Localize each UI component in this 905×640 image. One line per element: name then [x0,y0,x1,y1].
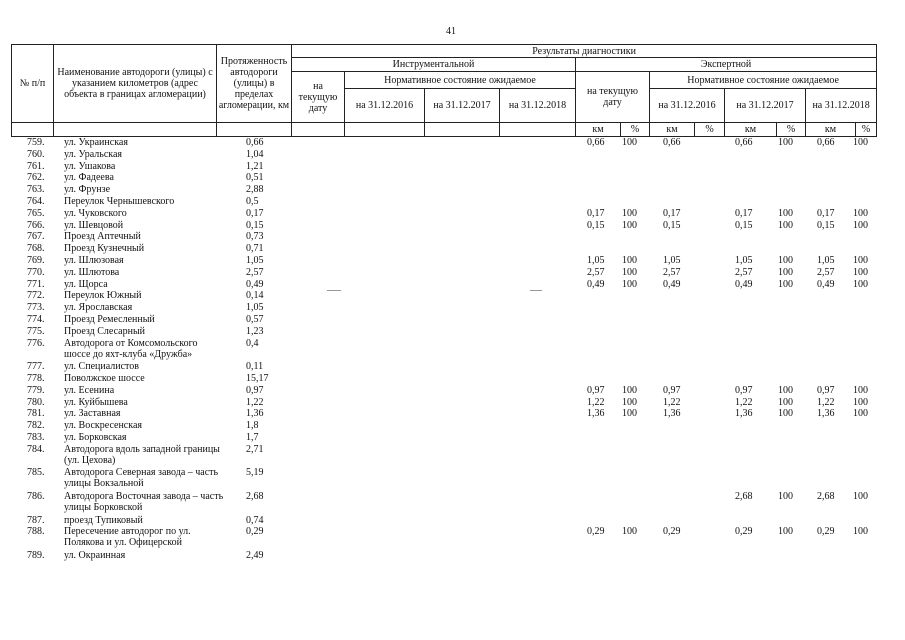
road-length: 0,4 [246,337,259,349]
road-length: 15,17 [246,373,269,384]
expert-value: 0,49 [663,278,681,290]
expert-value: 0,97 [735,384,753,396]
road-length: 1,05 [246,302,264,314]
road-name: ул. Шевцовой [64,219,124,231]
road-name: ул. Чуковского [64,207,127,219]
expert-value: 0,29 [587,526,605,538]
row-number: 789. [27,550,45,561]
header-instr-2017: на 31.12.2017 [425,89,500,123]
road-length: 0,71 [246,243,264,255]
expert-value: 2,68 [817,491,835,502]
row-number: 761. [27,160,45,172]
road-length: 0,11 [246,361,264,373]
road-length: 0,57 [246,314,264,325]
row-number: 778. [27,373,45,384]
expert-value: 100 [853,255,868,266]
expert-value: 100 [778,526,793,538]
header-name: Наименование автодороги (улицы) с указанием километров (адрес объекта в границах агломерации) [54,45,217,123]
expert-value: 100 [622,266,637,278]
road-name: ул. Воскресенская [64,420,142,432]
expert-value: 100 [778,207,793,219]
row-number: 773. [27,302,45,314]
expert-value: 100 [853,207,868,219]
header-results: Результаты диагностики [292,45,877,58]
row-number: 766. [27,219,45,231]
row-number: 759. [27,137,45,148]
row-number: 777. [27,361,45,373]
row-number: 781. [27,408,45,420]
row-number: 772. [27,290,45,302]
road-length: 2,49 [246,550,264,561]
expert-value: 0,29 [735,526,753,538]
expert-value: 100 [778,219,793,231]
road-length: 0,97 [246,384,264,396]
row-number: 765. [27,207,45,219]
row-number: 783. [27,432,45,443]
expert-value: 1,22 [817,396,835,408]
road-length: 0,73 [246,231,264,243]
scan-artifact [327,290,341,291]
expert-value: 100 [622,219,637,231]
expert-value: 100 [622,396,637,408]
road-length: 1,36 [246,408,264,420]
road-name: Проезд Аптечный [64,231,141,243]
road-name: ул. Украинская [64,137,128,148]
expert-value: 100 [853,219,868,231]
road-length: 0,15 [246,219,264,231]
road-name: ул. Куйбышева [64,396,128,408]
expert-value: 100 [853,278,868,290]
expert-value: 0,66 [735,137,753,148]
road-length: 1,23 [246,325,264,337]
expert-value: 100 [778,137,793,148]
expert-value: 0,49 [817,278,835,290]
expert-value: 1,22 [587,396,605,408]
expert-value: 0,29 [663,526,681,538]
expert-value: 100 [778,384,793,396]
expert-value: 0,17 [587,207,605,219]
expert-value: 1,05 [663,255,681,266]
scan-artifact [530,290,542,291]
road-length: 0,17 [246,207,264,219]
unit-pct: % [695,123,725,137]
expert-value: 2,57 [735,266,753,278]
row-number: 788. [27,526,45,538]
header-instr-2018: на 31.12.2018 [500,89,576,123]
expert-value: 100 [778,266,793,278]
expert-value: 2,57 [587,266,605,278]
road-name: ул. Ушакова [64,160,116,172]
unit-km: км [725,123,777,137]
row-number: 776. [27,337,45,349]
road-name: Пересечение автодорог по ул. Полякова и ул. Офицерской [64,526,191,549]
expert-value: 1,36 [817,408,835,420]
expert-value: 100 [622,278,637,290]
road-name: ул. Шлютова [64,266,120,278]
row-number: 779. [27,384,45,396]
expert-value: 0,15 [735,219,753,231]
row-number: 771. [27,278,45,290]
expert-value: 0,66 [663,137,681,148]
header-expert-2017: на 31.12.2017 [725,89,806,123]
road-length: 0,66 [246,137,264,148]
row-number: 762. [27,172,45,184]
road-length: 0,14 [246,290,264,302]
expert-value: 0,97 [587,384,605,396]
header-instr-current: на текущую дату [292,72,345,123]
expert-value: 100 [622,526,637,538]
road-name: ул. Есенина [64,384,115,396]
expert-value: 100 [622,255,637,266]
expert-value: 1,36 [735,408,753,420]
table-header [11,44,877,137]
unit-pct: % [777,123,806,137]
road-name: ул. Заставная [64,408,121,420]
road-name: Проезд Слесарный [64,325,146,337]
expert-value: 100 [778,396,793,408]
expert-value: 100 [853,408,868,420]
road-length: 1,05 [246,255,264,266]
expert-value: 100 [622,384,637,396]
expert-value: 1,05 [735,255,753,266]
unit-pct: % [856,123,877,137]
road-name: Проезд Ремесленный [64,314,155,325]
road-length: 2,88 [246,184,264,196]
row-number: 787. [27,514,45,526]
row-number: 768. [27,243,45,255]
expert-value: 2,68 [735,491,753,502]
road-name: ул. Щорса [64,278,108,290]
expert-value: 2,57 [817,266,835,278]
unit-pct: % [621,123,650,137]
road-length: 0,29 [246,526,264,538]
row-number: 784. [27,443,45,455]
expert-value: 100 [622,207,637,219]
expert-value: 100 [853,491,868,502]
expert-value: 0,17 [817,207,835,219]
road-name: Автодорога вдоль западной границы (ул. Цехова) [64,443,220,466]
road-length: 1,7 [246,432,259,443]
road-name: Автодорога от Комсомольского шоссе до яхт-клуба «Дружба» [64,337,198,360]
road-name: Проезд Кузнечный [64,243,145,255]
expert-value: 0,49 [735,278,753,290]
road-length: 0,74 [246,514,264,526]
row-number: 770. [27,266,45,278]
road-name: ул. Ярославская [64,302,133,314]
row-number: 764. [27,196,45,207]
road-length: 0,49 [246,278,264,290]
expert-value: 2,57 [663,266,681,278]
header-length: Протяженность автодороги (улицы) в пределах агломерации, км [217,45,292,123]
road-name: ул. Уральская [64,148,123,160]
table-body [11,137,876,597]
road-name: ул. Борковская [64,432,127,443]
expert-value: 0,17 [663,207,681,219]
road-name: Переулок Чернышевского [64,196,175,207]
expert-value: 100 [778,278,793,290]
expert-value: 1,22 [663,396,681,408]
road-name: Автодорога Северная завода – часть улицы Вокзальной [64,467,219,490]
road-name: ул. Фрунзе [64,184,111,196]
expert-value: 100 [622,137,637,148]
expert-value: 100 [853,266,868,278]
expert-value: 100 [778,255,793,266]
expert-value: 1,05 [587,255,605,266]
row-number: 775. [27,325,45,337]
road-name: ул. Фадеева [64,172,114,184]
header-expert-current: на текущую дату [576,72,650,123]
expert-value: 1,36 [587,408,605,420]
row-number: 780. [27,396,45,408]
road-name: проезд Тупиковый [64,514,143,526]
road-length: 2,68 [246,491,264,502]
row-number: 763. [27,184,45,196]
road-name: Переулок Южный [64,290,142,302]
row-number: 760. [27,148,45,160]
header-expert-2016: на 31.12.2016 [650,89,725,123]
expert-value: 0,97 [817,384,835,396]
road-length: 1,22 [246,396,264,408]
road-length: 0,51 [246,172,264,184]
header-expert-2018: на 31.12.2018 [806,89,877,123]
expert-value: 0,15 [817,219,835,231]
header-instr-expected: Нормативное состояние ожидаемое [345,72,576,89]
road-length: 5,19 [246,467,264,479]
expert-value: 0,97 [663,384,681,396]
header-num: № п/п [12,45,54,123]
road-name: Автодорога Восточная завода – часть улицы Борковской [64,491,224,513]
expert-value: 100 [622,408,637,420]
row-number: 786. [27,491,45,502]
expert-value: 100 [853,137,868,148]
row-number: 785. [27,467,45,479]
expert-value: 100 [778,408,793,420]
header-expert: Экспертной [576,58,877,72]
unit-km: км [650,123,695,137]
expert-value: 100 [778,491,793,502]
expert-value: 0,49 [587,278,605,290]
expert-value: 0,29 [817,526,835,538]
expert-value: 0,15 [663,219,681,231]
expert-value: 100 [853,384,868,396]
expert-value: 1,22 [735,396,753,408]
header-expert-expected: Нормативное состояние ожидаемое [650,72,877,89]
road-name: ул. Окраинная [64,550,126,561]
road-length: 2,57 [246,266,264,278]
expert-value: 1,36 [663,408,681,420]
road-name: ул. Специалистов [64,361,139,373]
row-number: 782. [27,420,45,432]
expert-value: 100 [853,526,868,538]
expert-value: 1,05 [817,255,835,266]
road-length: 1,8 [246,420,259,432]
row-number: 767. [27,231,45,243]
road-name: Поволжское шоссе [64,373,145,384]
page-number: 41 [446,26,456,37]
expert-value: 100 [853,396,868,408]
road-length: 0,5 [246,196,259,207]
unit-km: км [806,123,856,137]
road-length: 2,71 [246,443,264,455]
header-instrumental: Инструментальной [292,58,576,72]
expert-value: 0,15 [587,219,605,231]
expert-value: 0,66 [817,137,835,148]
unit-km: км [576,123,621,137]
expert-value: 0,66 [587,137,605,148]
road-length: 1,04 [246,148,264,160]
row-number: 774. [27,314,45,325]
road-length: 1,21 [246,160,264,172]
road-name: ул. Шлюзовая [64,255,124,266]
row-number: 769. [27,255,45,266]
expert-value: 0,17 [735,207,753,219]
header-instr-2016: на 31.12.2016 [345,89,425,123]
